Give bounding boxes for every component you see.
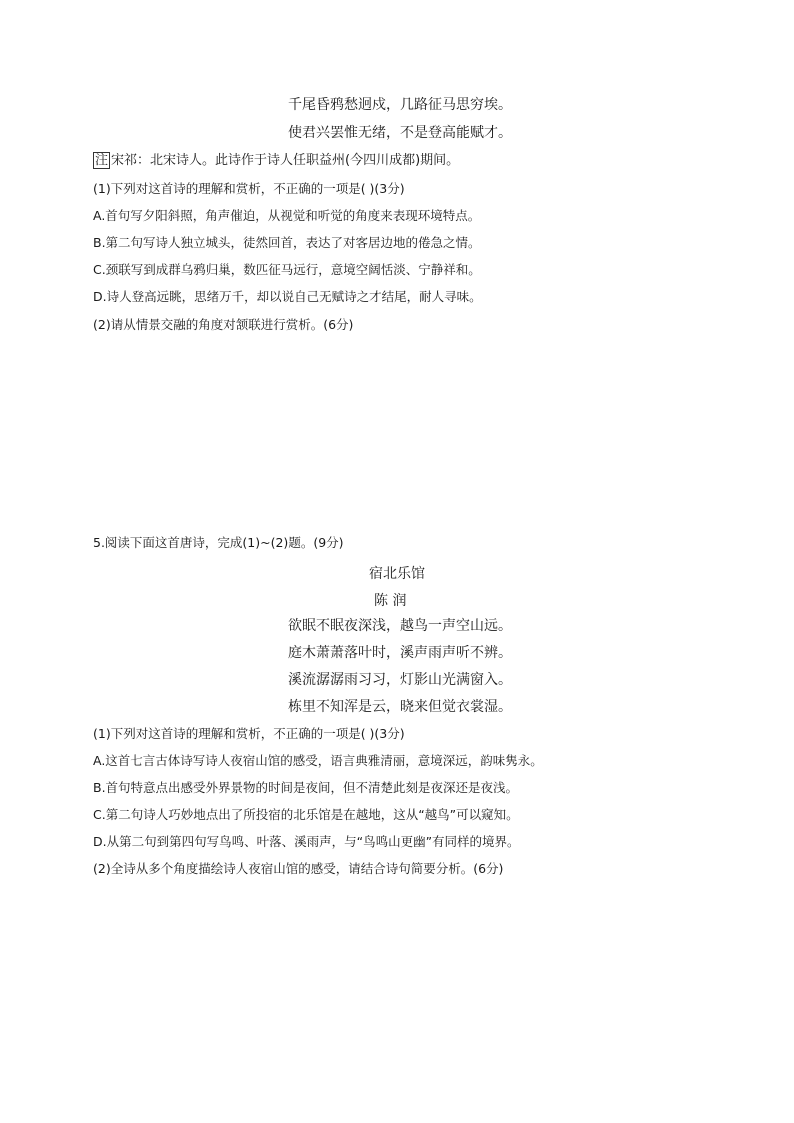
- q4-option-c: C.颈联写到成群乌鸦归巢，数匹征马远行，意境空阔恬淡、宁静祥和。: [93, 262, 481, 277]
- note-tag: 注: [95, 153, 109, 168]
- q4-sub2: (2)请从情景交融的角度对颔联进行赏析。(6分): [93, 317, 354, 332]
- q5-poem-line-3: 溪流潺潺雨习习，灯影山光满窗入。: [288, 672, 512, 688]
- q5-option-c: C.第二句诗人巧妙地点出了所投宿的北乐馆是在越地，这从“越鸟”可以窥知。: [93, 807, 519, 822]
- poem1-note: [93, 152, 459, 170]
- q4-option-d: D.诗人登高远眺，思绪万千，却以说自己无赋诗之才结尾，耐人寻味。: [93, 289, 482, 304]
- q5-poem-title: 宿北乐馆: [369, 566, 425, 582]
- q5-poem-line-1: 欲眠不眠夜深浅，越鸟一声空山远。: [288, 618, 512, 634]
- q5-intro: 5.阅读下面这首唐诗，完成(1)~(2)题。(9分): [93, 535, 344, 550]
- q5-option-b: B.首句特意点出感受外界景物的时间是夜间，但不清楚此刻是夜深还是夜浅。: [93, 780, 519, 795]
- q4-sub1: (1)下列对这首诗的理解和赏析，不正确的一项是( )(3分): [93, 181, 405, 196]
- q4-option-b: B.第二句写诗人独立城头，徒然回首，表达了对客居边地的倦急之情。: [93, 235, 481, 250]
- q5-option-a: A.这首七言古体诗写诗人夜宿山馆的感受，语言典雅清丽，意境深远，韵味隽永。: [93, 753, 543, 768]
- q5-sub1: (1)下列对这首诗的理解和赏析，不正确的一项是( )(3分): [93, 726, 405, 741]
- poem1-line-8: 使君兴罢惟无绪，不是登高能赋才。: [288, 125, 512, 141]
- q5-poem-author: 陈 润: [374, 593, 407, 609]
- note-text: 宋祁：北宋诗人。此诗作于诗人任职益州(今四川成都)期间。: [111, 153, 460, 168]
- q5-option-d: D.从第二句到第四句写鸟鸣、叶落、溪雨声，与“鸟鸣山更幽”有同样的境界。: [93, 834, 520, 849]
- q5-sub2: (2)全诗从多个角度描绘诗人夜宿山馆的感受，请结合诗句简要分析。(6分): [93, 861, 504, 876]
- poem1-line-7: 千尾昏鸦愁迥戍，几路征马思穷埃。: [288, 97, 512, 113]
- q5-poem-line-4: 栋里不知浑是云，晓来但觉衣裳湿。: [288, 699, 512, 715]
- q5-poem-line-2: 庭木萧萧落叶时，溪声雨声听不辨。: [288, 645, 512, 661]
- q4-option-a: A.首句写夕阳斜照，角声催迫，从视觉和听觉的角度来表现环境特点。: [93, 208, 481, 223]
